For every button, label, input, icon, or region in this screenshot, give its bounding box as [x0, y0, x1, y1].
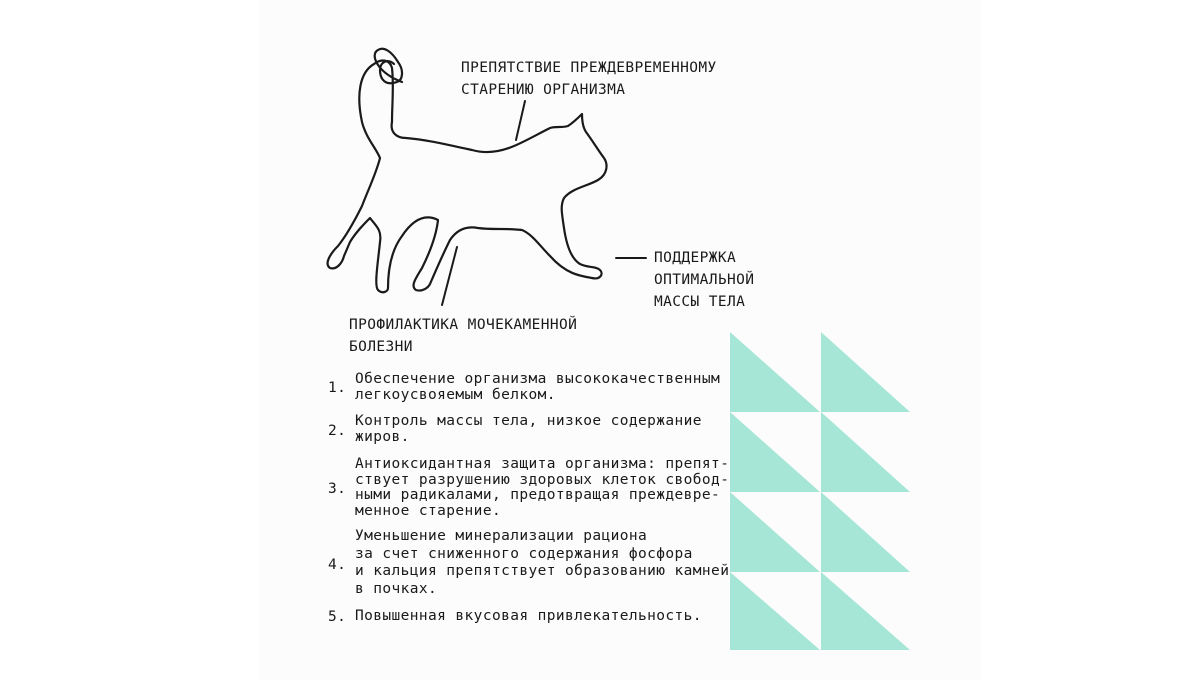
callout-urolithiasis-prevention: ПРОФИЛАКТИКА МОЧЕКАМЕННОЙ БОЛЕЗНИ — [349, 317, 578, 355]
list-item-text: Уменьшение минерализации рациона за счет сниженного содержания фосфора и кальция препятствует образованию камней в почках. — [355, 528, 730, 597]
aging-leader-line — [516, 101, 525, 140]
list-item-text: Антиоксидантная защита организма: препят- ствует разрушению здоровых клеток свобод- ными радикалами, предотвращая преждевре- менное старение. — [355, 456, 730, 519]
list-item-text: Контроль массы тела, низкое содержание жиров. — [355, 413, 702, 445]
list-item-number: 4. — [328, 557, 347, 573]
list-item-number: 2. — [328, 423, 347, 439]
list-item-text: Повышенная вкусовая привлекательность. — [355, 608, 702, 624]
callout-aging-prevention: ПРЕПЯТСТВИЕ ПРЕЖДЕВРЕМЕННОМУ СТАРЕНИЮ ОРГАНИЗМА — [461, 60, 717, 98]
urolith-leader-line — [442, 247, 457, 305]
list-item-number: 1. — [328, 380, 347, 396]
callout-weight-support: ПОДДЕРЖКА ОПТИМАЛЬНОЙ МАССЫ ТЕЛА — [654, 250, 755, 310]
list-item-text: Обеспечение организма высококачественным легкоусвояемым белком. — [355, 371, 721, 403]
list-item-number: 3. — [328, 481, 347, 497]
list-item-number: 5. — [328, 609, 347, 625]
